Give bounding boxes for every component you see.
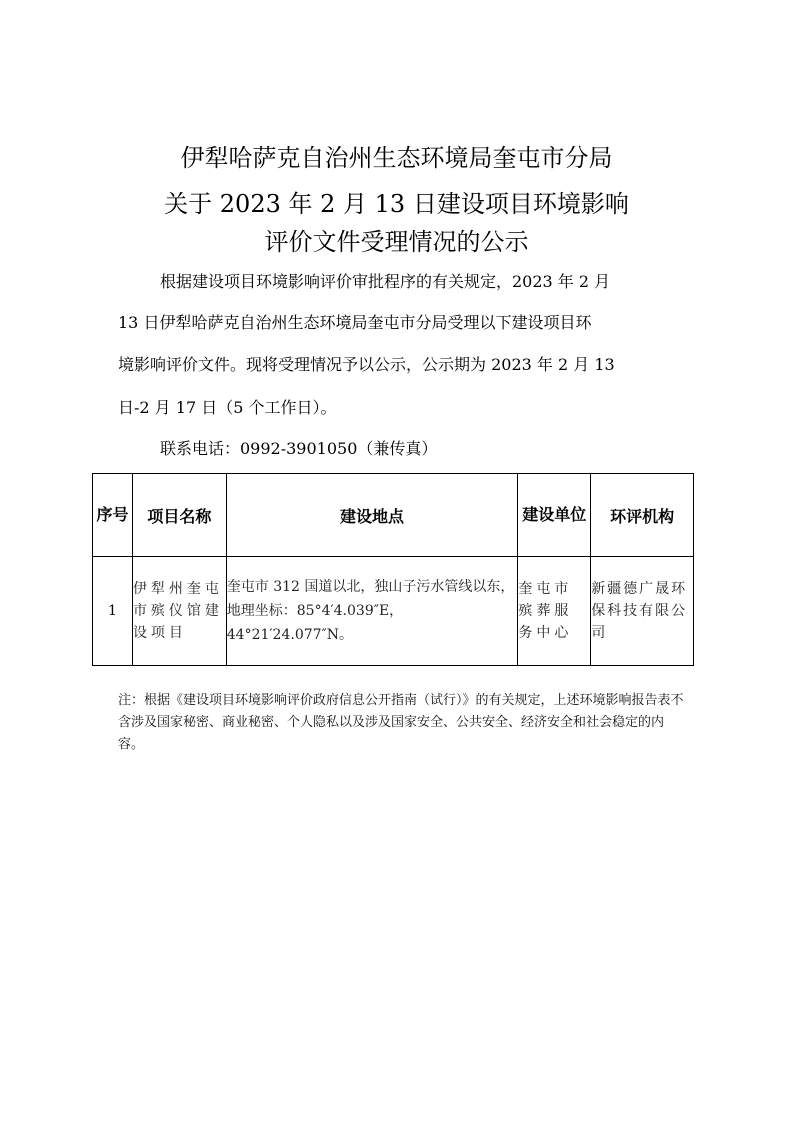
- cell-location: 奎屯市 312 国道以北，独山子污水管线以东，地理坐标：85°4′4.039″E，44°21′24.077″N。: [226, 557, 518, 666]
- body-paragraph-line-4: 日-2 月 17 日（5 个工作日）。: [118, 398, 337, 417]
- body-paragraph-line-2: 13 日伊犁哈萨克自治州生态环境局奎屯市分局受理以下建设项目环: [118, 313, 592, 332]
- cell-eia-agency: 新疆德广晟环保科技有限公司: [591, 557, 694, 666]
- header-unit: 建设单位: [518, 474, 591, 557]
- cell-unit: 奎屯市殡葬服务中心: [518, 557, 591, 666]
- table-header-row: [93, 474, 694, 557]
- body-paragraph-line-3: 境影响评价文件。现将受理情况予以公示，公示期为 2023 年 2 月 13: [118, 355, 615, 374]
- table-row: [93, 557, 694, 666]
- page-title-line-3: 评价文件受理情况的公示: [264, 228, 529, 256]
- header-index: 序号: [93, 474, 133, 557]
- cell-project-name: 伊犁州奎屯市殡仪馆建设项目: [132, 557, 226, 666]
- header-project-name: 项目名称: [132, 474, 226, 557]
- footnote: 注：根据《建设项目环境影响评价政府信息公开指南（试行）》的有关规定，上述环境影响报告表不含涉及国家秘密、商业秘密、个人隐私以及涉及国家安全、公共安全、经济安全和社会稳定的内容。: [118, 693, 684, 752]
- body-paragraph-line-1: 根据建设项目环境影响评价审批程序的有关规定，2023 年 2 月: [160, 272, 611, 291]
- header-location: 建设地点: [226, 474, 518, 557]
- page-title-line-1: 伊犁哈萨克自治州生态环境局奎屯市分局: [180, 144, 613, 172]
- header-eia-agency: 环评机构: [591, 474, 694, 557]
- page-title-line-2: 关于 2023 年 2 月 13 日建设项目环境影响: [164, 190, 629, 218]
- cell-index: 1: [93, 557, 133, 666]
- project-table: [92, 473, 694, 666]
- contact-phone: 联系电话：0992-3901050（兼传真）: [160, 439, 438, 458]
